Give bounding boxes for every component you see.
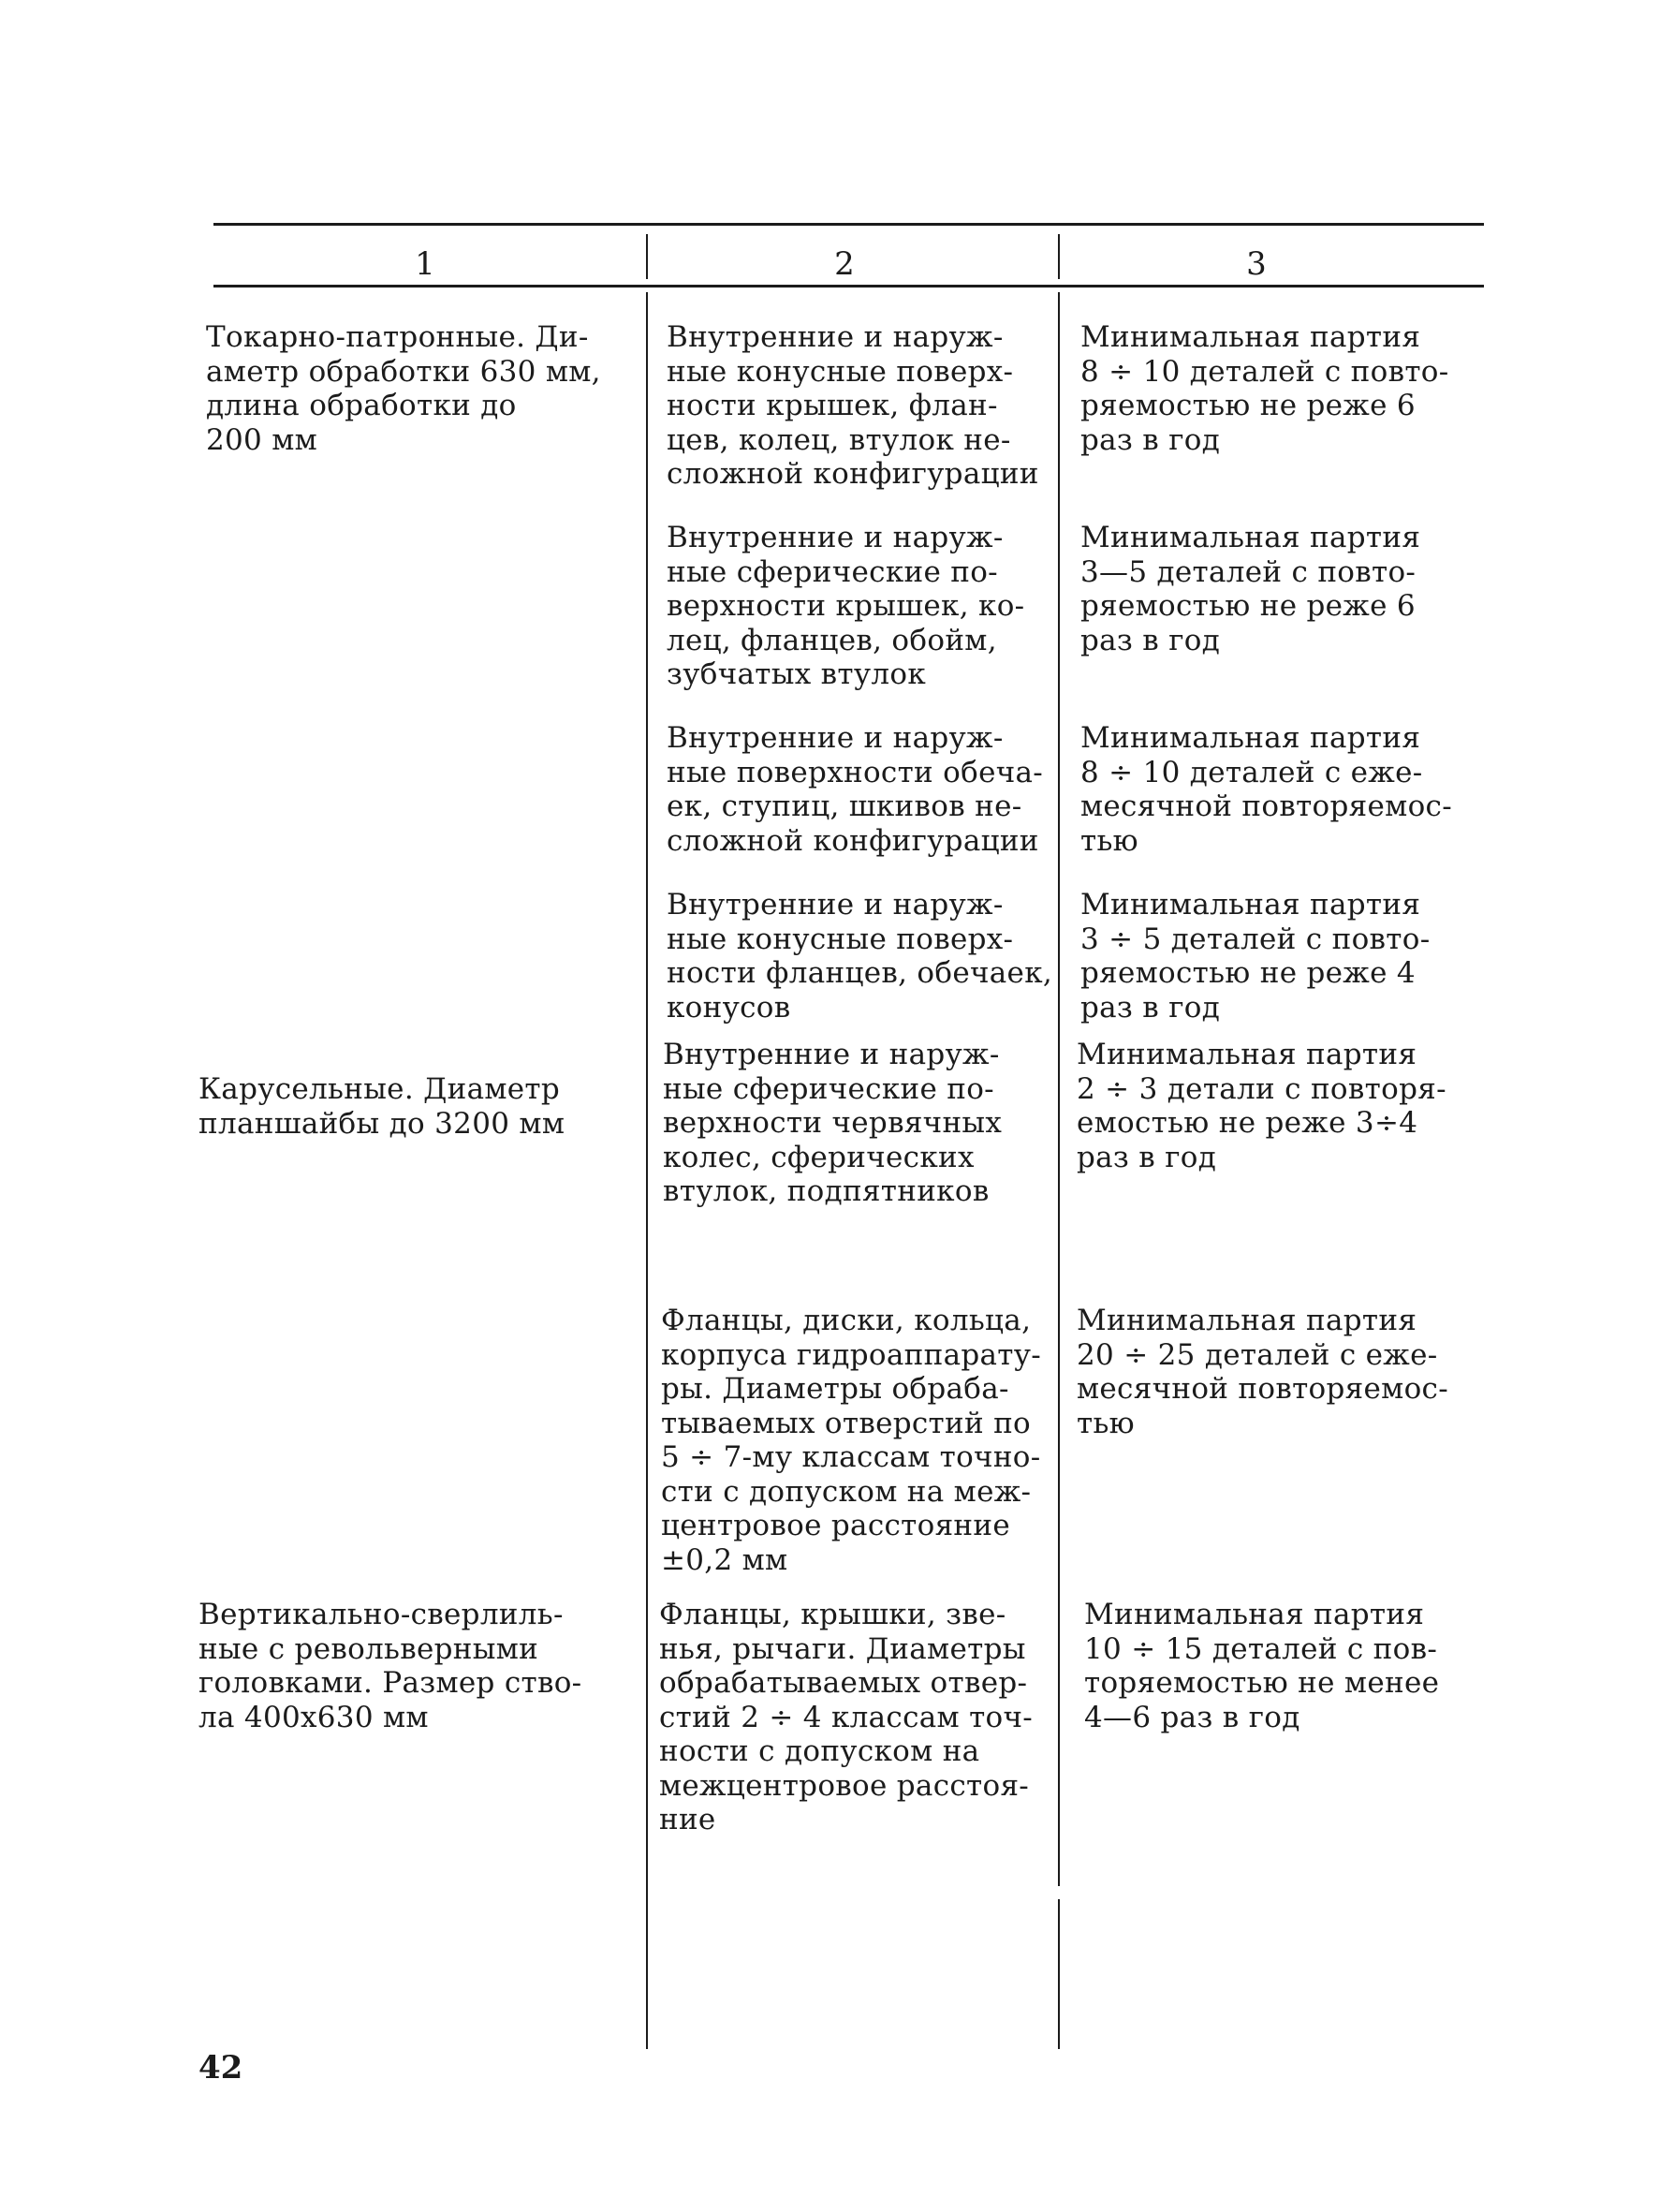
- table-top-rule: [213, 223, 1484, 226]
- column-divider-1: [646, 292, 648, 2049]
- column-header-2: 2: [834, 245, 855, 283]
- table-header-rule: [213, 285, 1484, 288]
- row-6-parts: Фланцы, диски, кольца, корпуса гидроаппарату- ры. Диаметры обраба- тываемых отверстий по 5 ÷ 7-му классам точно- сти с допуском на меж- центровое расстояние ±0,2 мм: [661, 1304, 1042, 1577]
- row-7-parts: Фланцы, крышки, зве- нья, рычаги. Диаметры обрабатываемых отвер- стий 2 ÷ 4 классам точ- ности с допуском на межцентровое расстоя- ние: [659, 1598, 1034, 1836]
- row-7-machine: Вертикально-сверлиль- ные с револьверными головками. Размер ство- ла 400х630 мм: [198, 1598, 582, 1734]
- row-4-parts: Внутренние и наруж- ные конусные поверх- ности фланцев, обечаек, конусов: [667, 888, 1053, 1025]
- row-1-batch: Минимальная партия 8 ÷ 10 деталей с повто- ряемостью не реже 6 раз в год: [1080, 320, 1449, 457]
- row-2-batch: Минимальная партия 3—5 деталей с повто- ряемостью не реже 6 раз в год: [1080, 521, 1421, 657]
- row-5-machine: Карусельные. Диаметр планшайбы до 3200 мм: [198, 1072, 565, 1141]
- page-number: 42: [198, 2049, 243, 2087]
- row-7-batch: Минимальная партия 10 ÷ 15 деталей с пов- торяемостью не менее 4—6 раз в год: [1084, 1598, 1440, 1734]
- column-header-3: 3: [1246, 245, 1267, 283]
- row-1-machine: Токарно-патронные. Ди- аметр обработки 630 мм, длина обработки до 200 мм: [206, 320, 601, 457]
- row-5-batch: Минимальная партия 2 ÷ 3 детали с повторя- емостью не реже 3÷4 раз в год: [1077, 1038, 1446, 1174]
- column-divider-2b: [1058, 1899, 1060, 2049]
- row-2-parts: Внутренние и наруж- ные сферические по- верхности крышек, ко- лец, фланцев, обойм, зубчатых втулок: [667, 521, 1025, 691]
- column-header-1: 1: [415, 245, 435, 283]
- row-5-parts: Внутренние и наруж- ные сферические по- верхности червячных колес, сферических втулок, подпятников: [663, 1038, 1003, 1208]
- row-3-batch: Минимальная партия 8 ÷ 10 деталей с еже- месячной повторяемос- тью: [1080, 721, 1452, 858]
- row-1-parts: Внутренние и наруж- ные конусные поверх- ности крышек, флан- цев, колец, втулок не- сложной конфигурации: [667, 320, 1039, 491]
- row-6-batch: Минимальная партия 20 ÷ 25 деталей с еже- месячной повторяемос- тью: [1077, 1304, 1448, 1440]
- header-divider-1: [646, 234, 648, 279]
- column-divider-2a: [1058, 292, 1060, 1886]
- row-3-parts: Внутренние и наруж- ные поверхности обеча- ек, ступиц, шкивов не- сложной конфигурации: [667, 721, 1044, 858]
- row-4-batch: Минимальная партия 3 ÷ 5 деталей с повто- ряемостью не реже 4 раз в год: [1080, 888, 1431, 1025]
- header-divider-2: [1058, 234, 1060, 279]
